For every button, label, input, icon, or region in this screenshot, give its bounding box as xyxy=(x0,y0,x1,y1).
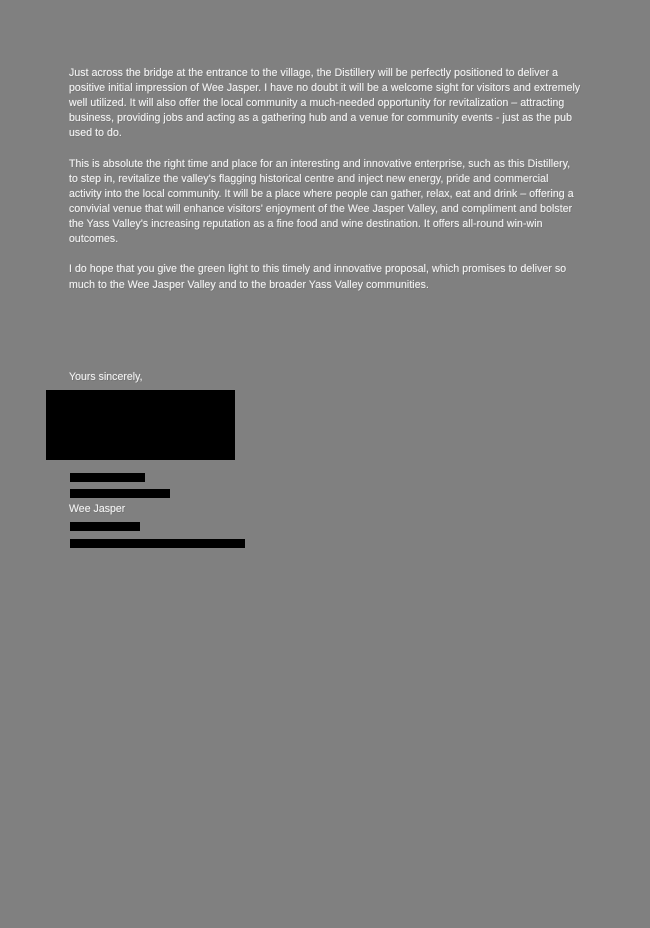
closing-salutation: Yours sincerely, xyxy=(69,371,143,383)
letter-body xyxy=(69,66,581,307)
postcode-redaction xyxy=(70,522,140,531)
sender-name-redaction xyxy=(70,473,145,482)
letter-paragraph-2: This is absolute the right time and place for an interesting and innovative enterprise, such as this Distillery, to step in, revitalize the valley's flagging historical centre and inject new energy, pride and commercial activity into the local community. It will be a place where people can gather, relax, eat and drink – offering a convivial venue that will enhance visitors' enjoyment of the Wee Jasper Valley, and compliment and bolster the Yass Valley's increasing reputation as a fine food and wine destination. It offers all-round win-win outcomes. xyxy=(69,157,574,246)
address-locality-line: Wee Jasper xyxy=(69,503,126,515)
letter-paragraph-1: Just across the bridge at the entrance to the village, the Distillery will be perfectly positioned to deliver a positive initial impression of Wee Jasper. I have no doubt it will be a welcome sight for visitors and extremely well utilized. It will also offer the local community a much-needed opportunity for revitalization – attracting business, providing jobs and acting as a gathering hub and a venue for community events - just as the pub used to do. xyxy=(69,67,581,140)
street-address-redaction xyxy=(70,489,170,498)
contact-details-redaction xyxy=(70,539,245,548)
letter-paragraph-3: I do hope that you give the green light to this timely and innovative proposal, which promises to deliver so much to the Wee Jasper Valley and to the broader Yass Valley communities. xyxy=(69,263,567,291)
signature-redaction xyxy=(46,390,235,460)
